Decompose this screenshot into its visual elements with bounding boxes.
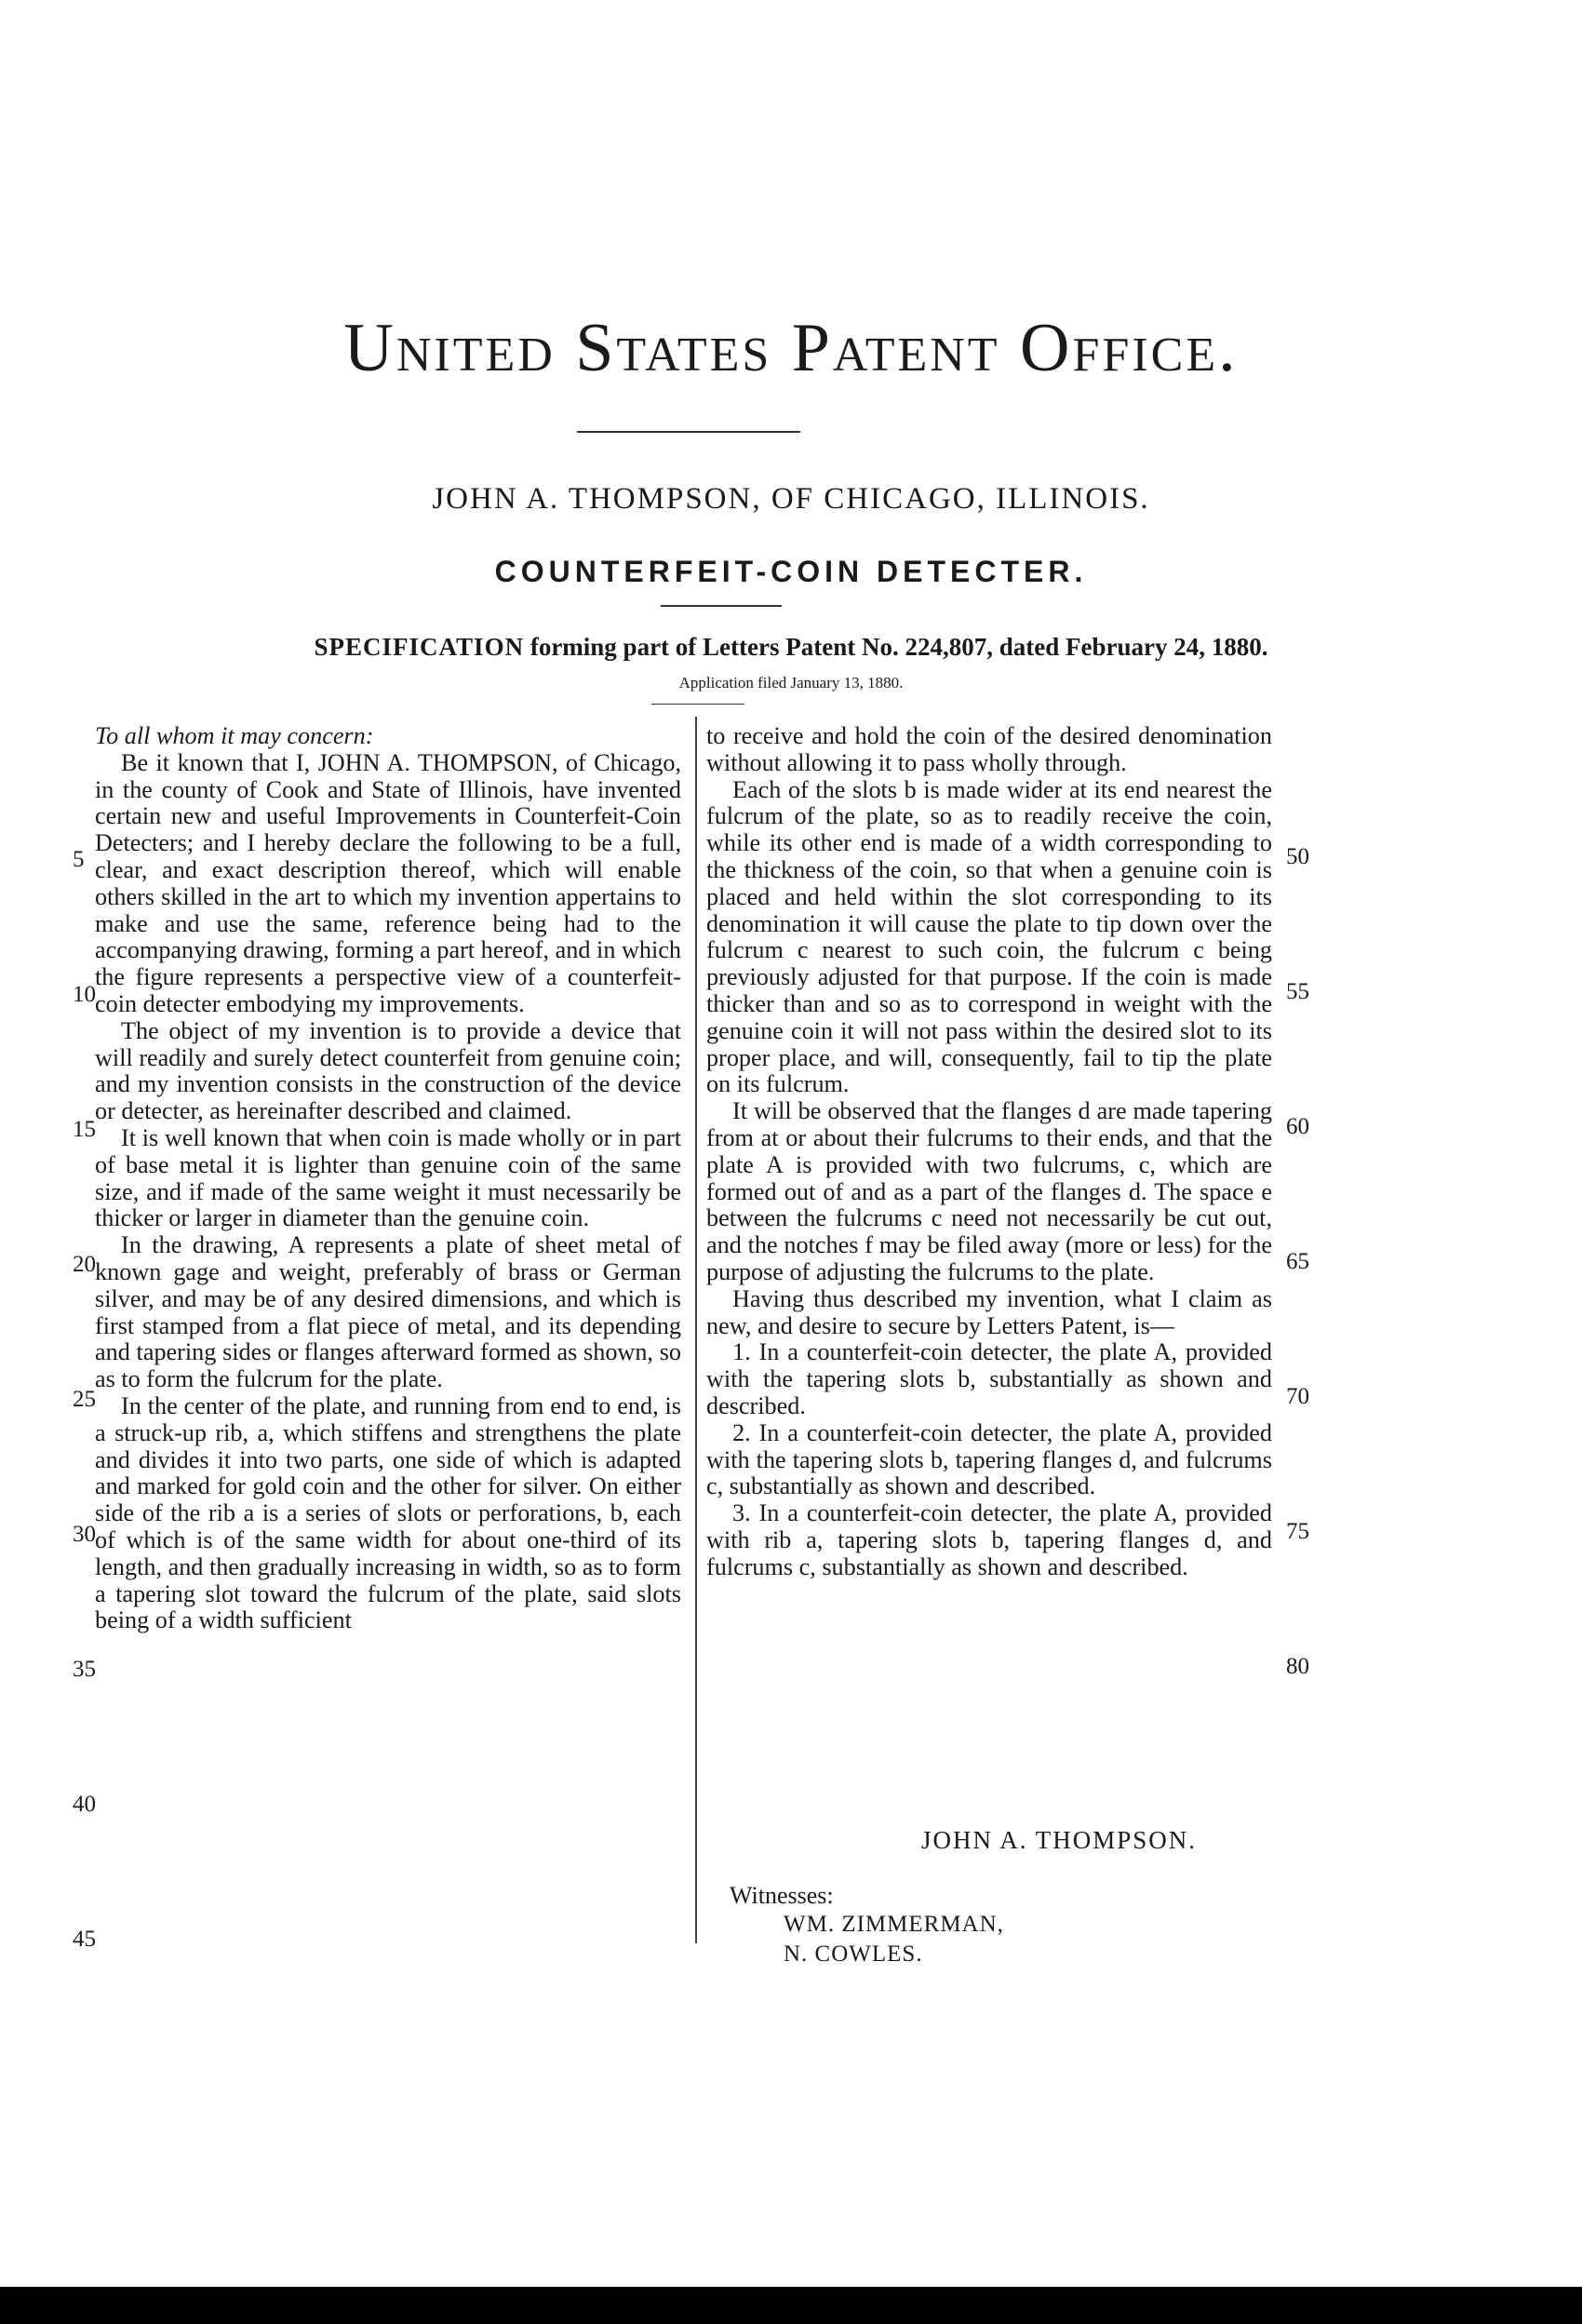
line-number: 20 bbox=[73, 1252, 96, 1277]
invention-title: COUNTERFEIT-COIN DETECTER. bbox=[494, 555, 1088, 588]
line-number: 45 bbox=[73, 1927, 96, 1952]
paragraph-slots: Each of the slots b is made wider at its end nearest the fulcrum of the plate, so as to readily receive the coin, while its other end is made of a width corresponding to the thickness of the coin, so that when a genuine coin is placed and held within the slot corresponding to its denomination it will cause the plate to tip down over the fulcrum c nearest to such coin, the fulcrum c being previously adjusted for that purpose. If the coin is made thicker than and so as to correspond in weight with the genuine coin it will not pass within the desired slot to its proper place, and will, consequently, fail to tip the plate on its fulcrum. bbox=[706, 775, 1272, 1098]
line-number: 10 bbox=[73, 982, 96, 1007]
paragraph-rib: In the center of the plate, and running from end to end, is a struck-up rib, a, which stiffens and strengthens the plate and divides it into two parts, one side of which is adapted and marked for gold coin and the other for silver. On either side of the rib a is a series of slots or perforations, b, each of which is of the same width for about one-third of its length, and then gradually increasing in width, so as to form a tapering slot toward the fulcrum of the plate, said slots being of a width sufficient bbox=[95, 1391, 681, 1634]
line-number: 60 bbox=[1286, 1114, 1309, 1139]
line-number: 65 bbox=[1286, 1249, 1309, 1274]
line-number: 30 bbox=[73, 1522, 96, 1547]
paragraph-flanges: It will be observed that the flanges d are made tapering from at or about their fulcrums to their ends, and that the plate A is provided with two fulcrums, c, which are formed out of and as a part of the flanges d. The space e between the fulcrums c need not necessarily be cut out, and the notches f may be filed away (more or less) for the purpose of adjusting the fulcrums to the plate. bbox=[706, 1097, 1272, 1285]
inventor-line: JOHN A. THOMPSON, OF CHICAGO, ILLINOIS. bbox=[432, 482, 1150, 516]
column-divider bbox=[695, 717, 697, 1943]
title-rule bbox=[661, 605, 782, 607]
left-column bbox=[95, 723, 681, 1634]
line-number: 80 bbox=[1286, 1654, 1309, 1679]
claim-2: 2. In a counterfeit-coin detecter, the plate A, provided with the tapering slots b, tapering flanges d, and fulcrums c, substantially as shown and described. bbox=[706, 1418, 1272, 1500]
application-filed: Application filed January 13, 1880. bbox=[678, 674, 904, 692]
line-number: 15 bbox=[73, 1117, 96, 1142]
filed-rule bbox=[651, 704, 744, 705]
office-title: United States Patent Office. bbox=[343, 310, 1239, 386]
paragraph-known: It is well known that when coin is made wholly or in part of base metal it is lighter than genuine coin of the same size, and if made of the same weight it must necessarily be thicker or larger in diameter than the genuine coin. bbox=[95, 1123, 681, 1232]
witnesses-label: Witnesses: bbox=[730, 1882, 834, 1909]
line-number: 40 bbox=[73, 1792, 96, 1817]
spec-rest: forming part of Letters Patent No. 224,807, dated February 24, 1880. bbox=[524, 633, 1268, 661]
header-rule bbox=[577, 431, 800, 433]
line-number: 55 bbox=[1286, 979, 1309, 1004]
paragraph-continued: to receive and hold the coin of the desired denomination without allowing it to pass wholly through. bbox=[706, 722, 1272, 776]
paragraph-claim-intro: Having thus described my invention, what I claim as new, and desire to secure by Letters Patent, is— bbox=[706, 1284, 1272, 1339]
line-number: 5 bbox=[73, 847, 85, 872]
witness-name: N. COWLES. bbox=[784, 1941, 923, 1967]
paragraph-object: The object of my invention is to provide a device that will readily and surely detect counterfeit from genuine coin; and my invention consists in the construction of the device or detecter, as hereinafter described and claimed. bbox=[95, 1016, 681, 1125]
right-column bbox=[706, 723, 1272, 1581]
inventor-signature: JOHN A. THOMPSON. bbox=[921, 1826, 1198, 1854]
claim-1: 1. In a counterfeit-coin detecter, the plate A, provided with the tapering slots b, substantially as shown and described. bbox=[706, 1338, 1272, 1419]
line-number: 25 bbox=[73, 1387, 96, 1412]
salutation: To all whom it may concern: bbox=[95, 722, 374, 749]
line-number: 35 bbox=[73, 1657, 96, 1682]
spec-lead: SPECIFICATION bbox=[314, 633, 525, 661]
scan-border-bar bbox=[0, 2287, 1582, 2324]
specification-line bbox=[0, 633, 1582, 662]
line-number: 70 bbox=[1286, 1384, 1309, 1409]
paragraph-drawing: In the drawing, A represents a plate of sheet metal of known gage and weight, preferably of brass or German silver, and may be of any desired dimensions, and which is first stamped from a flat piece of metal, and its depending and tapering sides or flanges afterward formed as shown, so as to form the fulcrum for the plate. bbox=[95, 1231, 681, 1393]
witness-name: WM. ZIMMERMAN, bbox=[784, 1912, 1004, 1937]
paragraph-intro: Be it known that I, JOHN A. THOMPSON, of Chicago, in the county of Cook and State of Illinois, have invented certain new and useful Improvements in Counterfeit-Coin Detecters; and I hereby declare the following to be a full, clear, and exact description thereof, which will enable others skilled in the art to which my invention appertains to make and use the same, reference being had to the accompanying drawing, forming a part hereof, and in which the figure represents a perspective view of a counterfeit-coin detecter embodying my improvements. bbox=[95, 748, 681, 1017]
line-number: 50 bbox=[1286, 844, 1309, 869]
line-number: 75 bbox=[1286, 1519, 1309, 1544]
claim-3: 3. In a counterfeit-coin detecter, the plate A, provided with rib a, tapering slots b, tapering flanges d, and fulcrums c, substantially as shown and described. bbox=[706, 1499, 1272, 1580]
